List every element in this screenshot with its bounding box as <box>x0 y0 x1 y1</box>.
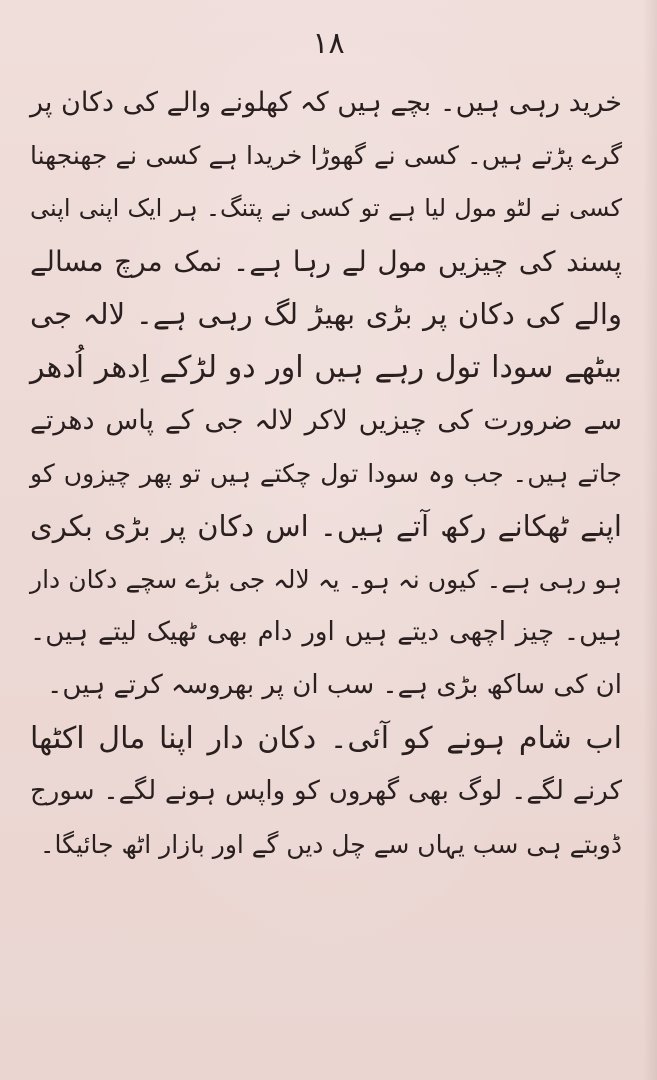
text-line: بیٹھے سودا تول رہے ہیں اور دو لڑکے اِدھر اُدھر <box>30 350 622 385</box>
text-line: کسی نے لٹو مول لیا ہے تو کسی نے پتنگ۔ ہر ایک اپنی اپنی <box>30 194 622 222</box>
text-line: والے کی دکان پر بڑی بھیڑ لگ رہی ہے۔ لالہ جی <box>30 297 622 331</box>
page-edge-shadow <box>643 0 657 1080</box>
text-line: پسند کی چیزیں مول لے رہا ہے۔ نمک مرچ مسالے <box>30 245 622 278</box>
text-line: اب شام ہونے کو آئی۔ دکان دار اپنا مال اکٹھا <box>30 721 622 756</box>
text-line: ڈوبتے ہی سب یہاں سے چل دیں گے اور بازار اٹھ جائیگا۔ <box>39 830 622 859</box>
text-line: سے ضرورت کی چیزیں لاکر لالہ جی کے پاس دھرتے <box>30 405 622 436</box>
text-line: گرے پڑتے ہیں۔ کسی نے گھوڑا خریدا ہے کسی نے جھنجھنا <box>30 141 622 170</box>
text-line: اپنے ٹھکانے رکھ آتے ہیں۔ اس دکان پر بڑی بکری <box>30 509 622 543</box>
page-text-block <box>30 76 622 871</box>
text-line: جاتے ہیں۔ جب وہ سودا تول چکتے ہیں تو پھر چیزوں کو <box>30 459 622 488</box>
text-line: ہیں۔ چیز اچھی دیتے ہیں اور دام بھی ٹھیک لیتے ہیں۔ <box>30 617 622 647</box>
text-line: خرید رہی ہیں۔ بچے ہیں کہ کھلونے والے کی دکان پر <box>30 87 622 118</box>
text-line: ہو رہی ہے۔ کیوں نہ ہو۔ یہ لالہ جی بڑے سچے دکان دار <box>30 565 622 594</box>
text-line: ان کی ساکھ بڑی ہے۔ سب ان پر بھروسہ کرتے ہیں۔ <box>47 670 622 700</box>
page-number: ۱۸ <box>312 26 345 61</box>
text-line: کرنے لگے۔ لوگ بھی گھروں کو واپس ہونے لگے۔ سورج <box>30 776 622 806</box>
